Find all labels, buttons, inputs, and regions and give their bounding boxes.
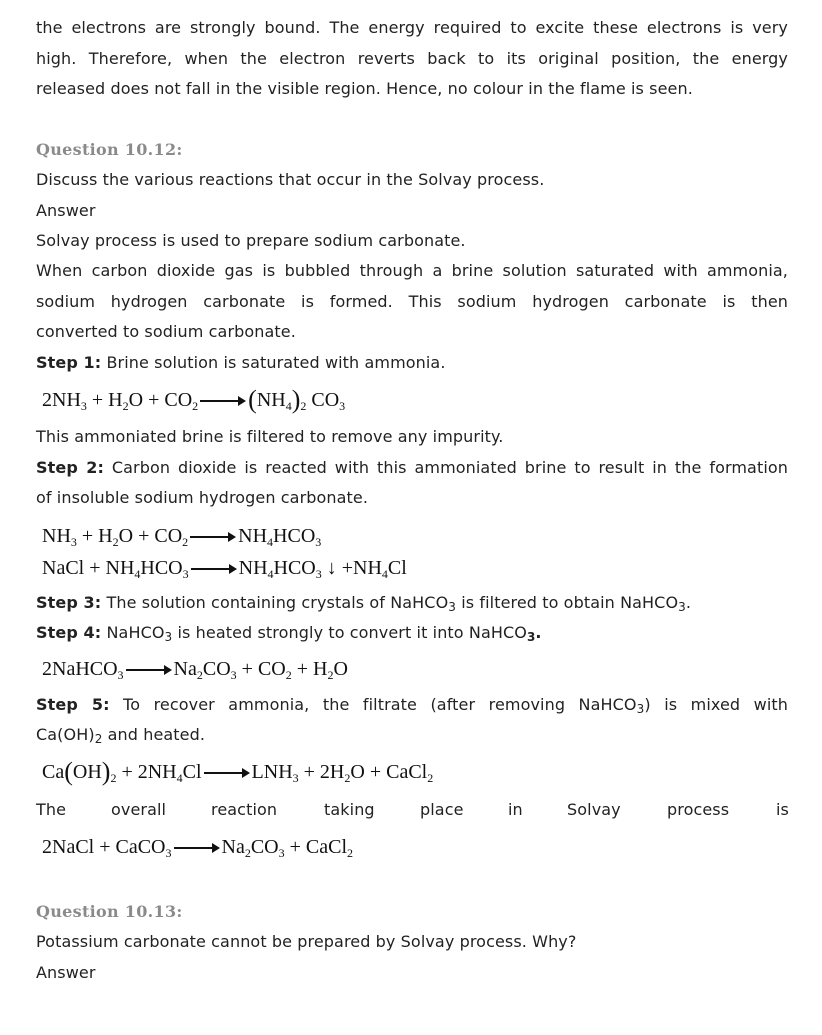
step-5-line-2-text-b: and heated. [102, 725, 206, 744]
equation-step-4: 2NaHCO$_3$ $Na_2CO_3 + CO_2 + H_2O$ [42, 658, 348, 682]
step-5-line-2 [36, 725, 788, 745]
overall-word: The [36, 800, 67, 819]
equation-step-5: $Ca(OH)_2 + 2NH_4Cl$ $LNH_3 + 2H_2O$ + CaCl$_2$ [42, 757, 434, 786]
step-4-label: Step 4: [36, 623, 102, 642]
equation-overall: 2NaCl + CaCO$_3$ $Na_2CO_3$ + CaCl$_2$ [42, 836, 354, 860]
step-4-sub-b: 3 [526, 630, 536, 644]
step-2-text: Carbon dioxide is reacted with this ammoniated brine to result in the formation [103, 458, 788, 477]
step-3-text-b: is filtered to obtain NaHCO [456, 593, 679, 612]
step-2-line-1 [36, 458, 788, 478]
reaction-arrow-icon [190, 532, 236, 542]
step-4-text-c: . [535, 623, 542, 642]
step-3-text-a: The solution containing crystals of NaHCO [101, 593, 449, 612]
overall-word: overall [111, 800, 167, 819]
step-4-text-b: is heated strongly to convert it into NaHCO [172, 623, 527, 642]
intro-line-3: released does not fall in the visible region. Hence, no colour in the flame is seen. [36, 79, 693, 98]
step-4-sub-a: 3 [164, 630, 173, 644]
step-1 [36, 353, 788, 373]
step-5-label: Step 5: [36, 695, 110, 714]
equation-step-2a: $NH_3 + H_2O + CO_2$ $NH_4HCO_3$ [42, 525, 322, 549]
question-heading-10-12: Question 10.12: [36, 140, 183, 159]
overall-word: process [667, 800, 730, 819]
answer-label-10-12: Answer [36, 201, 96, 220]
step-5-sub-a: 3 [636, 702, 645, 716]
reaction-arrow-icon [126, 665, 172, 675]
step-3-sub-a: 3 [448, 600, 457, 614]
step-5-line-2-sub: 2 [94, 732, 103, 746]
question-heading-10-13: Question 10.13: [36, 902, 183, 921]
answer-paragraph-2-line-2: sodium hydrogen carbonate is formed. This sodium hydrogen carbonate is then [36, 292, 788, 311]
answer-paragraph-1: Solvay process is used to prepare sodium carbonate. [36, 231, 466, 250]
intro-line-1: the electrons are strongly bound. The energy required to excite these electrons is very [36, 18, 788, 37]
step-5-text-a: To recover ammonia, the filtrate (after removing NaHCO [109, 695, 637, 714]
reaction-arrow-icon [174, 843, 220, 853]
overall-word: taking [324, 800, 375, 819]
equation-step-2b: NaCl + $NH_4HCO_3$ $NH_4HCO_3$ ↓ $+NH_4Cl$ [42, 557, 407, 581]
answer-paragraph-2-line-3: converted to sodium carbonate. [36, 322, 296, 341]
reaction-arrow-icon [191, 564, 237, 574]
step-5-text-b: ) is mixed with [644, 695, 789, 714]
equation-step-1: $2NH_3 + H_2O + CO_2$ $(NH_4)_2$ $CO_3$ [42, 385, 346, 414]
step-1-label: Step 1: [36, 353, 102, 372]
step-2-line-2: of insoluble sodium hydrogen carbonate. [36, 488, 369, 507]
overall-word: is [776, 800, 789, 819]
answer-label-10-13: Answer [36, 963, 96, 982]
overall-word: Solvay [567, 800, 621, 819]
step-5-line-2-text-a: Ca(OH) [36, 725, 95, 744]
step-3-text-c: . [685, 593, 692, 612]
answer-paragraph-2-line-1: When carbon dioxide gas is bubbled through a brine solution saturated with ammonia, [36, 261, 788, 280]
step-4-text-a: NaHCO [101, 623, 165, 642]
overall-word: in [508, 800, 523, 819]
reaction-arrow-icon [204, 768, 250, 778]
reaction-arrow-icon [200, 396, 246, 406]
question-text-10-12: Discuss the various reactions that occur in the Solvay process. [36, 170, 545, 189]
precipitate-down-arrow-icon: ↓ [326, 557, 337, 579]
overall-word: reaction [211, 800, 278, 819]
step-2-label: Step 2: [36, 458, 104, 477]
step-4 [36, 623, 788, 643]
step-3-sub-b: 3 [678, 600, 686, 614]
step-5-line-1 [36, 695, 788, 715]
question-text-10-13: Potassium carbonate cannot be prepared by Solvay process. Why? [36, 932, 577, 951]
step-1-text: Brine solution is saturated with ammonia. [101, 353, 446, 372]
step-3 [36, 593, 788, 613]
intro-line-2: high. Therefore, when the electron reverts back to its original position, the energy [36, 49, 788, 68]
overall-word: place [420, 800, 464, 819]
step-3-label: Step 3: [36, 593, 102, 612]
after-step-1-text: This ammoniated brine is filtered to remove any impurity. [36, 427, 504, 446]
